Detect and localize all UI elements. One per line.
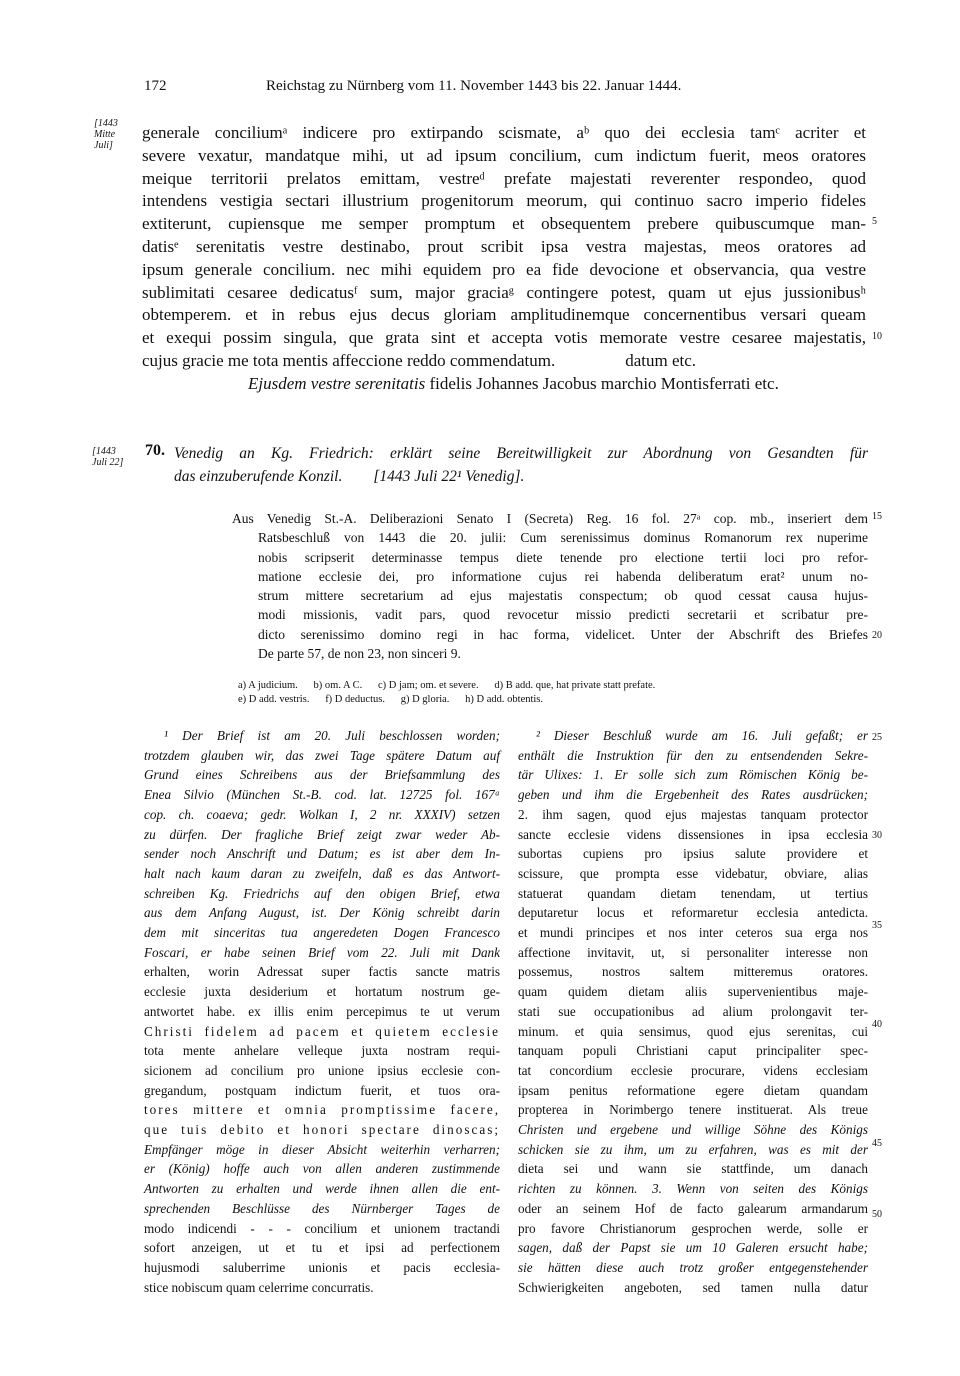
footnote-line: sancte ecclesie videns dissensiones in ipsa ecclesia [518,826,868,842]
footnote-2 [518,726,868,1297]
footnote-line: quam quidem dietam aliis supervenientibus maje- [518,984,868,1000]
footnote-line: ² Dieser Beschluß wurde am 16. Juli gefaßt; er [536,728,868,743]
footnote-line: tär Ulixes: 1. Er solle sich zum Römischen König be- [518,767,868,783]
line-number: 5 [872,216,877,227]
footnote-line: dieta sei und wann sie stattfinde, um danach [518,1161,868,1177]
main-text-block [142,122,866,396]
footnote-line: modo indicendi - - - concilium et unionem tractandi [144,1220,500,1236]
footnote-line: propterea in Norimbergo tenere instituerat. Als treue [518,1102,868,1118]
margin-date-note [94,118,134,151]
running-title: Reichstag zu Nürnberg vom 11. November 1443 bis 22. Januar 1444. [266,78,682,94]
footnote-line: ¹ Der Brief ist am 20. Juli beschlossen worden; [164,728,500,743]
text-line: meique territorii prelatos emittam, vestreᵈ prefate majestati reverenter respondeo, quod [142,168,866,188]
source-note [232,509,868,663]
footnote-line: pro favore Christianorum gesprochen werde, solle er [518,1220,868,1236]
text-line: generale conciliumᵃ indicere pro extirpando scismate, aᵇ quo dei ecclesia tamᶜ acriter et [142,123,866,142]
text-line: ipsum generale concilium. nec mihi equidem pro ea fide devocione et observancia, qua vestre [142,259,866,279]
page-number: 172 [144,78,167,94]
line-number: 40 [872,1019,882,1030]
footnote-line: schreiben Kg. Friedrichs auf den obigen Brief, etwa [144,885,500,901]
text-line: datisᵉ serenitatis vestre destinabo, prout scribit ipsa vestra majestas, meos oratores ad [142,236,866,256]
footnote-line: halt nach kaum daran zu zweifeln, daß es das Antwort- [144,865,500,881]
footnote-line: trotzdem glauben wir, das zwei Tage spätere Datum auf [144,747,500,763]
footnote-line: Christen und ergebene und willige Söhne des Königs [518,1122,868,1138]
footnote-line: antwortet habe. ex illis enim percepimus te ut verum [144,1003,500,1019]
footnote-line: tota mente anhelare velleque juxta nostram requi- [144,1043,500,1059]
line-number: 45 [872,1138,882,1149]
line-number: 10 [872,331,882,342]
source-line: Aus Venedig St.-A. Deliberazioni Senato I (Secreta) Reg. 16 fol. 27ᵃ cop. mb., inseriert dem [232,511,868,526]
text-line: intendens vestigia sectari illustrium progenitorum meorum, qui continuo sacro imperio fideles [142,191,866,211]
footnote-line: statuerat quandam dietam tenendam, ut tertius [518,885,868,901]
text-line: sublimitati cesaree dedicatusᶠ sum, major graciaᵍ contingere potest, quam ut ejus jussionibusʰ [142,282,866,302]
text-line: et exequi possim singula, que grata sint et accepta votis memorate vestre cesaree majestatis, [142,328,866,348]
doc-number: 70. [145,442,165,459]
footnote-line: Antworten zu erhalten und werde ihnen allen die ent- [144,1181,500,1197]
doc70-margin-date [92,446,142,468]
datum: datum etc. [625,350,697,370]
footnote-line: dem mit sinceritas tua angeredeten Dogen Francesco [144,925,500,941]
footnote-line: Empfänger möge in dieser Absicht weiterhin verharren; [144,1141,500,1157]
signature [142,373,866,396]
text-line-last [142,350,866,373]
footnote-line: sofort anzeigen, ut et tu et ipsi ad perfectionem [144,1240,500,1256]
footnote-line: deputaretur locus et reformaretur ecclesia antedicta. [518,905,868,921]
footnote-line: Enea Silvio (München St.-B. cod. lat. 12725 fol. 167ᵃ [144,787,500,803]
footnote-line: scissure, que prompta esse videbatur, obviare, alias [518,865,868,881]
doc-title-line: das einzuberufende Konzil. [1443 Juli 22¹ Venedig]. [174,468,525,485]
footnote-line: cop. ch. coaeva; gedr. Wolkan I, 2 nr. XXXIV) setzen [144,806,500,822]
footnote-line: que tuis debito et honori spectare dinoscas; [144,1122,500,1138]
source-line: modi missionis, vadit pars, quod revocetur missio predicti secretarii et scribatur pre- [258,607,868,623]
source-line: dicto serenissimo domino regi in hac forma, videlicet. Unter der Abschrift des Briefes [258,626,868,642]
source-line: matione ecclesie dei, pro informatione cujus rei habenda deliberatum erat² unum no- [258,568,868,584]
signature-rest: fidelis Johannes Jacobus marchio Montisferrati etc. [429,373,779,393]
line-number: 50 [872,1209,882,1220]
variant-line: e) D add. vestris. f) D deductus. g) D gloria. h) D add. obtentis. [238,694,544,705]
source-line: Ratsbeschluß von 1443 die 20. julii: Cum serenissimus dominus Romanorum rex nuperime [258,530,868,546]
margin-note-line: Juli 22] [92,457,124,468]
footnote-line: sicionem ad concilium pro unione ipsius ecclesie con- [144,1062,500,1078]
footnote-line: possemus, nostros saltem mitteremus oratores. [518,964,868,980]
footnote-line: tores mittere et omnia promptissime facere, [144,1102,500,1118]
footnote-line: stati sue occupationibus ad alium prolongavit ter- [518,1003,868,1019]
footnote-line: erhalten, worin Adressat super factis sancte matris [144,964,500,980]
footnote-line: aus dem Anfang August, ist. Der König schreibt darin [144,905,500,921]
line-number: 20 [872,630,882,641]
footnote-line: geben und ihm die Ergebenheit des Rates ausdrücken; [518,787,868,803]
footnote-line: gregandum, postquam indictum fuerit, et tuos ora- [144,1082,500,1098]
footnote-line: subortas cupiens pro ipsius salute providere et [518,846,868,862]
footnote-line: sprechenden Beschlüsse des Nürnberger Tages de [144,1200,500,1216]
line-number: 35 [872,920,882,931]
footnote-line: Schwierigkeiten angeboten, sed tamen nulla datur [518,1279,868,1295]
line-number: 25 [872,732,882,743]
source-line: nobis scripserit determinasse tempus diete tenende pro electione tertii loci pro refor- [258,549,868,565]
footnote-line: richten zu können. 3. Wenn von seiten des Königs [518,1181,868,1197]
footnote-line: er (König) hoffe auch von allen anderen zustimmende [144,1161,500,1177]
footnote-line: zu dürfen. Der fragliche Brief zeigt zwar weder Ab- [144,826,500,842]
margin-note-line: Mitte [94,129,116,140]
footnote-line: oder an seinem Hof de facto galearum armandarum [518,1200,868,1216]
footnote-line: tanquam populi Christiani caput principaliter spec- [518,1043,868,1059]
source-line: strum mittere secretarium ad ejus majestatis conspectum; ob quod cessat causa hujus- [258,588,868,604]
footnote-line: Grund eines Schreibens aus der Briefsammlung des [144,767,500,783]
footnote-line: enthält die Instruktion für den zu entsendenden Sekre- [518,747,868,763]
footnote-line: affectione invitavit, ut, si personaliter interesse non [518,944,868,960]
footnote-line: Foscari, er habe seinen Brief vom 22. Juli mit Dank [144,944,500,960]
margin-note-line: [1443 [92,446,116,457]
variant-apparatus [238,679,868,707]
source-line: De parte 57, de non 23, non sinceri 9. [258,646,461,662]
footnote-line: schicken sie zu ihm, um zu erfahren, was es mit der [518,1141,868,1157]
footnote-line: 2. ihm sagen, quod ejus majestas tanquam protector [518,806,868,822]
variant-line: a) A judicium. b) om. A C. c) D jam; om. et severe. d) B add. que, hat private statt prefate. [238,680,656,691]
margin-note-line: [1443 [94,118,118,129]
doc-title [174,442,868,488]
footnote-line: et mundi principes et nos inter ceteros sua erga nos [518,925,868,941]
footnote-line: sagen, daß der Papst sie um 10 Galeren ersucht habe; [518,1240,868,1256]
text-line: extiterunt, cupiensque me semper promptum et obsequentem prebere quibuscumque man- [142,214,866,234]
footnote-1 [144,726,500,1297]
footnote-line: ecclesie juxta desiderium et hortatum nostrum ge- [144,984,500,1000]
text-line: obtemperem. et in rebus ejus decus gloriam amplitudinemque concernentibus versari queam [142,305,866,325]
footnote-line: hujusmodi saluberrime unionis et pacis ecclesia- [144,1259,500,1275]
doc-title-line: Venedig an Kg. Friedrich: erklärt seine Bereitwilligkeit zur Abordnung von Gesandten für [174,445,868,462]
footnote-line: ipsam penitus reformatione egere dietam quandam [518,1082,868,1098]
signature-italic: Ejusdem vestre serenitatis [248,373,426,393]
text-line: severe vexatur, mandatque mihi, ut ad ipsum concilium, cum indictum fuerit, meos oratores [142,145,866,165]
line-number: 15 [872,511,882,522]
margin-note-line: Juli] [94,140,113,151]
closing-text: cujus gracie me tota mentis affeccione reddo commendatum. [142,350,556,370]
footnote-line: tat concordium ecclesie procurare, videns ecclesiam [518,1062,868,1078]
footnote-line: Christi fidelem ad pacem et quietem ecclesie [144,1023,500,1039]
footnote-line: minum. et quia sensimus, quod ejus serenitas, cui [518,1023,868,1039]
line-number: 30 [872,830,882,841]
footnote-line: sie hätten diese auch trotz großer entgegenstehender [518,1259,868,1275]
footnote-line: sender noch Anschrift und Datum; es ist aber dem In- [144,846,500,862]
footnote-line: stice nobiscum quam celerrime concurratis. [144,1279,374,1295]
